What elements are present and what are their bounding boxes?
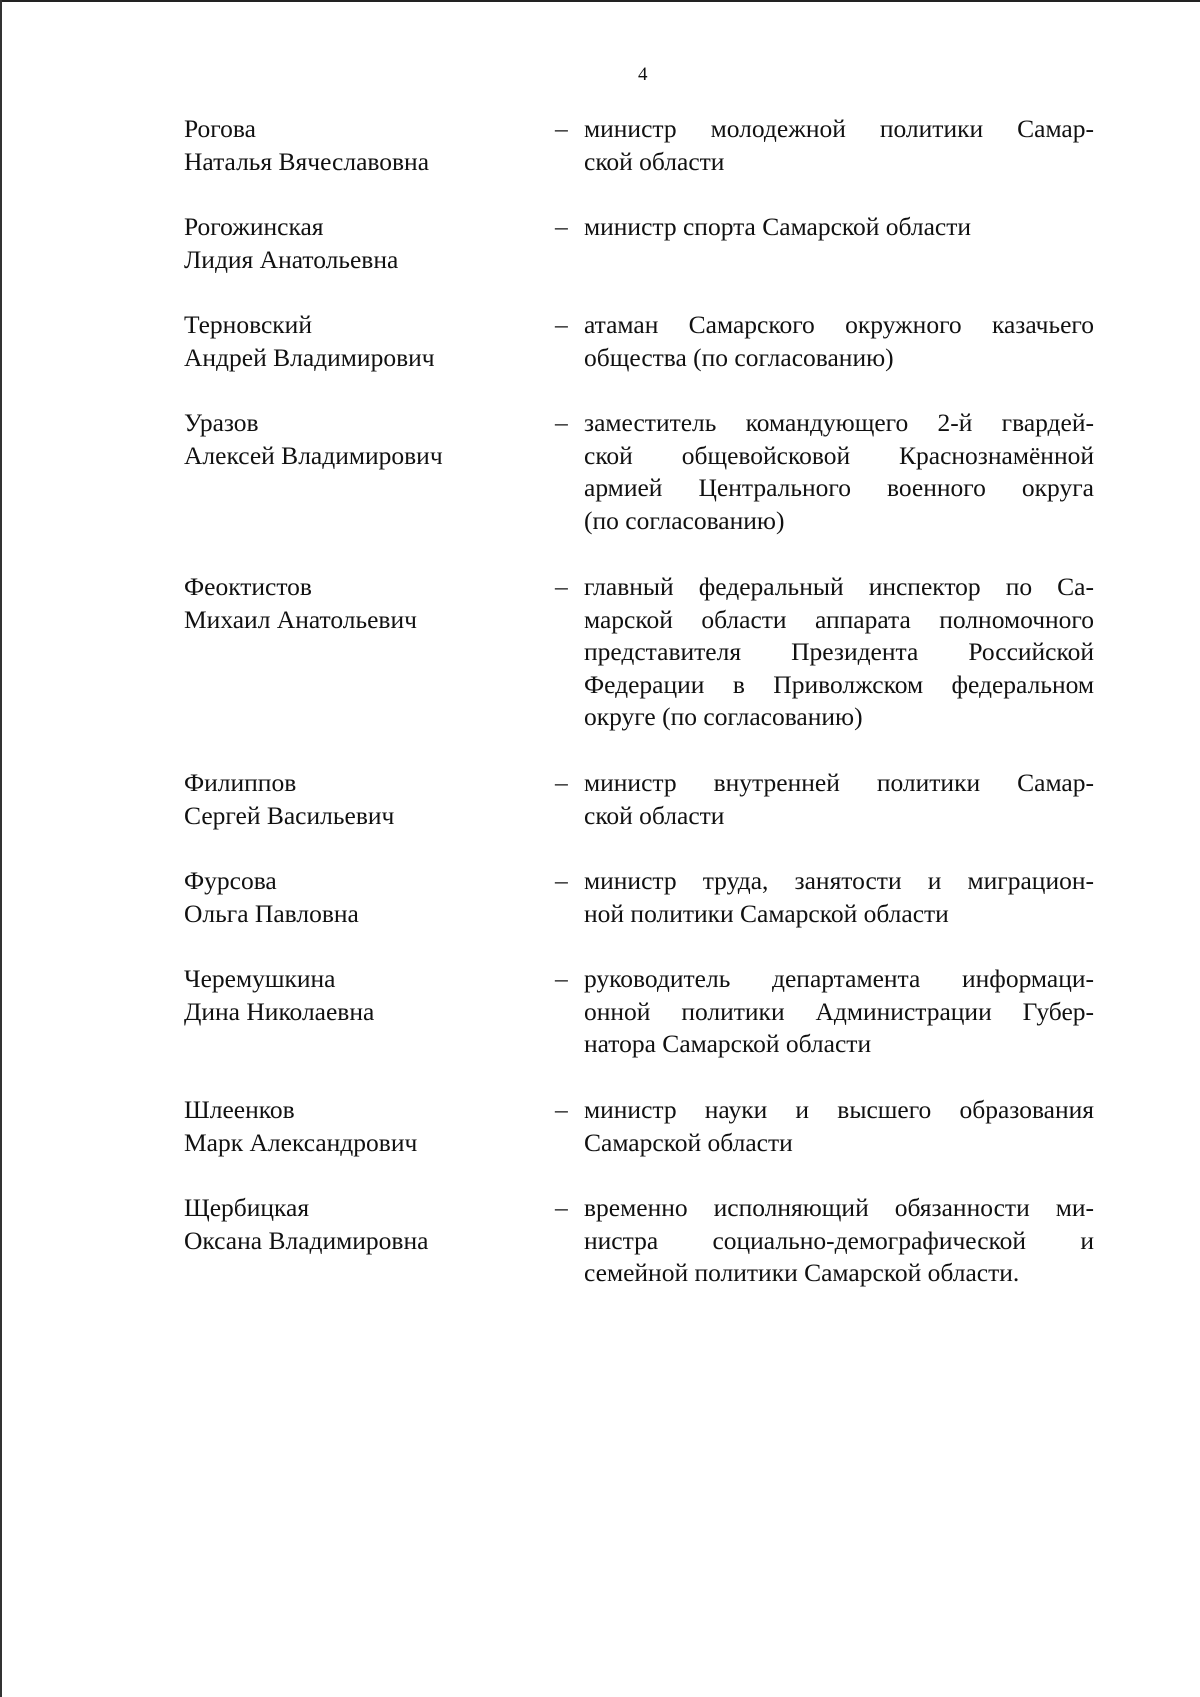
role-line: временно исполняющий обязанности ми-	[584, 1193, 1094, 1222]
role-line: министр внутренней политики Самар-	[584, 768, 1094, 797]
role-line: натора Самарской области	[584, 1029, 872, 1059]
dash-separator: –	[555, 964, 568, 993]
role-line: министр труда, занятости и миграцион-	[584, 866, 1094, 895]
role-line: ской общевойсковой Краснознамённой	[584, 440, 1094, 470]
scan-top-edge	[0, 0, 1200, 2]
role-line: семейной политики Самарской области.	[584, 1258, 1020, 1288]
member-role	[584, 1094, 1094, 1159]
member-given-name: Наталья Вячеславовна	[184, 146, 430, 176]
dash-separator: –	[555, 310, 568, 339]
member-given-name: Андрей Владимирович	[184, 342, 435, 372]
role-line: заместитель командующего 2-й гвардей-	[584, 408, 1094, 437]
member-surname: Черемушкина	[184, 964, 336, 993]
role-line: министр спорта Самарской области	[584, 212, 972, 241]
member-surname: Уразов	[184, 408, 259, 437]
member-name	[184, 571, 514, 636]
member-surname: Шлеенков	[184, 1095, 295, 1124]
member-role	[584, 407, 1094, 537]
dash-separator: –	[555, 768, 568, 797]
dash-separator: –	[555, 1095, 568, 1124]
role-line: нистра социально-демографической и	[584, 1225, 1094, 1255]
member-role	[584, 1192, 1094, 1290]
member-surname: Фурсова	[184, 866, 277, 895]
member-given-name: Ольга Павловна	[184, 898, 359, 928]
dash-separator: –	[555, 408, 568, 437]
role-line: атаман Самарского окружного казачьего	[584, 310, 1094, 339]
member-role	[584, 963, 1094, 1061]
member-surname: Филиппов	[184, 768, 297, 797]
role-line: Федерации в Приволжском федеральном	[584, 669, 1094, 699]
dash-separator: –	[555, 212, 568, 241]
member-given-name: Михаил Анатольевич	[184, 604, 417, 634]
role-line: представителя Президента Российской	[584, 637, 1094, 667]
member-given-name: Оксана Владимировна	[184, 1225, 429, 1255]
member-name	[184, 865, 514, 930]
role-line: Самарской области	[584, 1127, 793, 1157]
member-role	[584, 309, 1094, 374]
member-name	[184, 963, 514, 1028]
member-name	[184, 309, 514, 374]
dash-separator: –	[555, 866, 568, 895]
member-given-name: Дина Николаевна	[184, 996, 375, 1026]
role-line: ной политики Самарской области	[584, 898, 949, 928]
member-given-name: Алексей Владимирович	[184, 440, 443, 470]
member-role	[584, 865, 1094, 930]
member-given-name: Лидия Анатольевна	[184, 244, 399, 274]
member-role	[584, 767, 1094, 832]
member-surname: Щербицкая	[184, 1193, 310, 1222]
member-surname: Феоктистов	[184, 572, 312, 601]
member-surname: Рогова	[184, 114, 256, 143]
dash-separator: –	[555, 1193, 568, 1222]
member-role	[584, 113, 1094, 178]
member-given-name: Сергей Васильевич	[184, 800, 395, 830]
member-role	[584, 211, 1094, 244]
role-line: онной политики Администрации Губер-	[584, 996, 1094, 1026]
scan-left-edge	[0, 0, 2, 1697]
member-name	[184, 1192, 514, 1257]
role-line: общества (по согласованию)	[584, 342, 894, 372]
member-surname: Терновский	[184, 310, 312, 339]
role-line: министр науки и высшего образования	[584, 1095, 1094, 1124]
role-line: ской области	[584, 800, 725, 830]
dash-separator: –	[555, 572, 568, 601]
role-line: руководитель департамента информаци-	[584, 964, 1094, 993]
role-line: округе (по согласованию)	[584, 702, 863, 732]
role-line: армией Центрального военного округа	[584, 473, 1094, 503]
member-role	[584, 571, 1094, 734]
member-name	[184, 407, 514, 472]
member-name	[184, 767, 514, 832]
role-line: ской области	[584, 146, 725, 176]
dash-separator: –	[555, 114, 568, 143]
member-name	[184, 1094, 514, 1159]
member-surname: Рогожинская	[184, 212, 324, 241]
role-line: (по согласованию)	[584, 505, 785, 535]
role-line: министр молодежной политики Самар-	[584, 114, 1094, 143]
role-line: марской области аппарата полномочного	[584, 604, 1094, 634]
page-number: 4	[638, 64, 648, 85]
role-line: главный федеральный инспектор по Са-	[584, 572, 1094, 601]
member-name	[184, 211, 514, 276]
member-name	[184, 113, 514, 178]
member-given-name: Марк Александрович	[184, 1127, 418, 1157]
